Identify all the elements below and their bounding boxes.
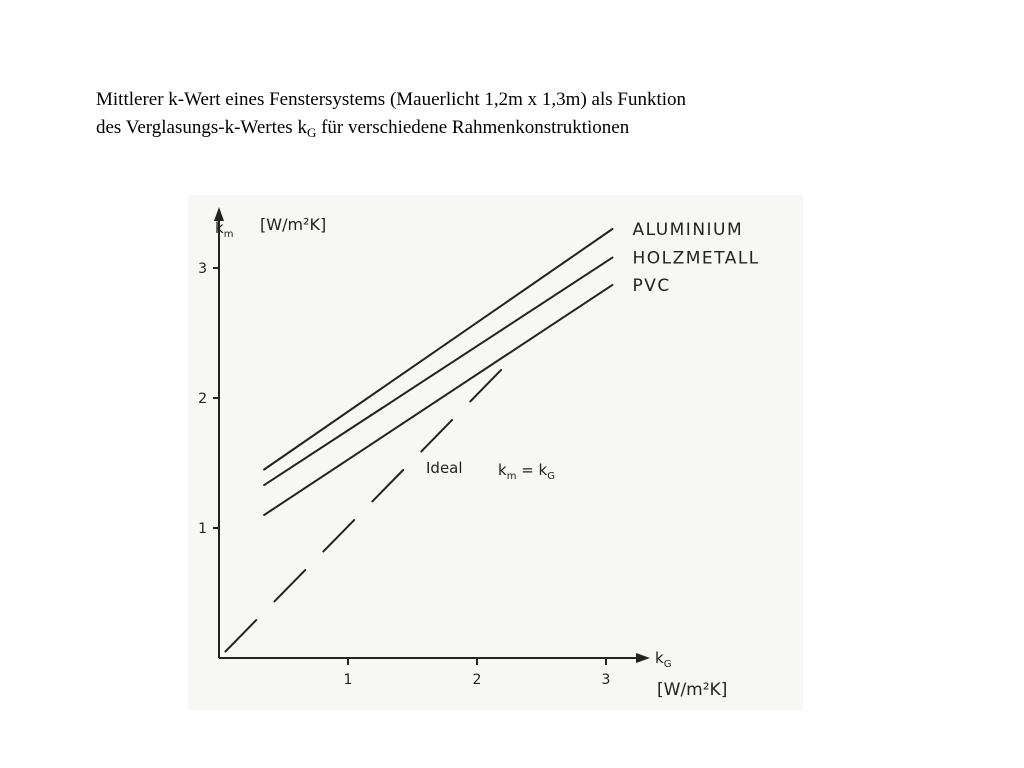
x-tick-label-3: 3 [601, 672, 611, 688]
chart-figure [188, 195, 803, 710]
x-tick-label-1: 1 [343, 672, 353, 688]
y-tick-label-1: 1 [198, 521, 207, 537]
x-axis-arrow [636, 653, 650, 663]
x-axis-unit: [W/m²K] [657, 680, 728, 700]
legend-label-pvc: PVC [632, 275, 671, 296]
x-tick-label-2: 2 [472, 672, 482, 688]
caption-line-1: Mittlerer k-Wert eines Fenstersystems (Mauerlicht 1,2m x 1,3m) als Funktion [96, 89, 687, 110]
y-axis-unit: [W/m²K] [260, 215, 327, 234]
legend-label-holzmetall: HOLZMETALL [632, 248, 760, 269]
caption-line-2 [96, 114, 956, 142]
figure-caption [96, 86, 956, 142]
caption-line-2-prefix: des Verglasungs-k-Wertes k [96, 117, 307, 138]
ideal-formula: $k_m = k_G$ [498, 461, 555, 482]
y-tick-label-3: 3 [198, 261, 207, 277]
x-axis-symbol: $k_G$ [655, 649, 672, 670]
ideal-annotation: Ideal [426, 459, 463, 477]
legend-label-aluminium: ALUMINIUM [632, 220, 744, 240]
caption-line-2-suffix: für verschiedene Rahmenkonstruktionen [316, 117, 630, 138]
series-line-pvc [264, 285, 612, 515]
caption-line-2-subscript: G [306, 125, 317, 140]
series-line-holzmetall [264, 258, 612, 486]
series-line-ideal [225, 362, 509, 652]
y-tick-label-2: 2 [198, 391, 207, 407]
chart-svg [188, 195, 803, 710]
y-axis-symbol: $k_m$ [215, 219, 234, 240]
